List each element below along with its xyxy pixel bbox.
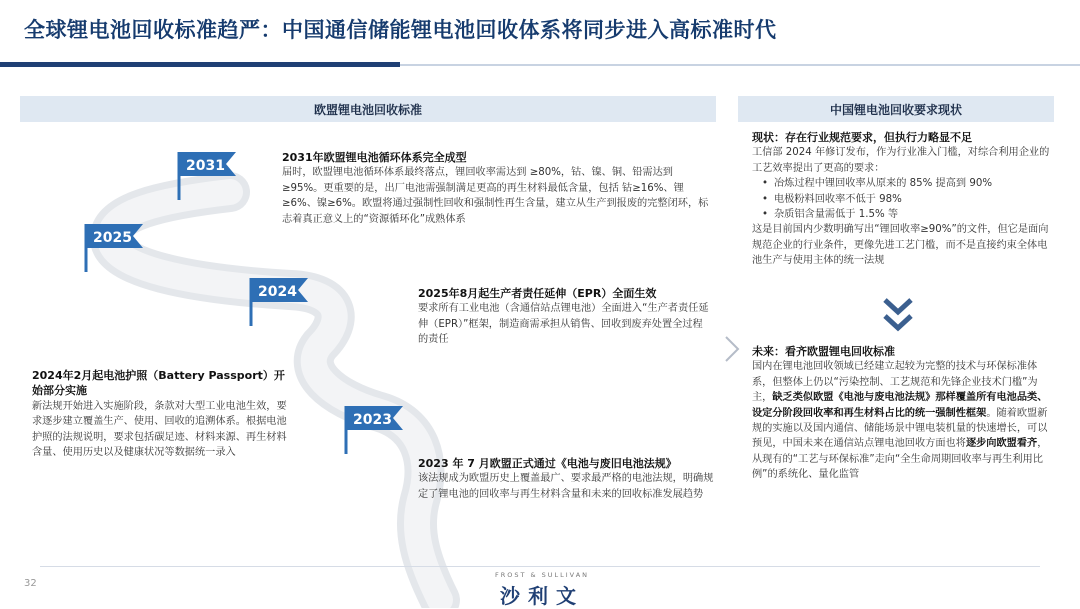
eu-2031-heading: 2031年欧盟锂电池循环体系完全成型 (282, 151, 467, 164)
cn-status-heading: 现状：存在行业规范要求，但执行力略显不足 (752, 131, 972, 144)
eu-2025-heading: 2025年8月起生产者责任延伸（EPR）全面生效 (418, 287, 657, 300)
eu-2031-block (282, 150, 712, 227)
cn-status-intro: 工信部 2024 年修订发布，作为行业准入门槛，对综合利用企业的工艺效率提出了更高的要求： (752, 147, 1050, 174)
eu-2024-block (32, 368, 294, 460)
cn-status-block (752, 130, 1050, 269)
double-chevron-down-icon (881, 296, 915, 334)
eu-2024-body: 新法规开始进入实施阶段，条款对大型工业电池生效，要求逐步建立覆盖生产、使用、回收的追溯体系。根据电池护照的法规说明，要求包括碳足迹、材料来源、再生材料含量、使用历史以及健康状况等数据统一录入 (32, 400, 287, 459)
list-item: • 冶炼过程中锂回收率从原来的 85% 提高到 90% (762, 176, 1050, 191)
cn-section-header: 中国锂电池回收要求现状 (738, 96, 1054, 122)
flag-2024 (251, 278, 308, 326)
list-item: • 电极粉料回收率不低于 98% (762, 192, 1050, 207)
eu-2023-block (418, 456, 716, 502)
footer-divider (40, 566, 1040, 567)
eu-2023-heading: 2023 年 7 月欧盟正式通过《电池与废旧电池法规》 (418, 457, 677, 470)
flag-2023 (346, 406, 403, 454)
logo-english: FROST & SULLIVAN (494, 571, 590, 579)
flag-2024-label: 2024 (258, 284, 297, 300)
page-title: 全球锂电池回收标准趋严：中国通信储能锂电池回收体系将同步进入高标准时代 (24, 18, 777, 42)
cn-future-body: 国内在锂电池回收领域已经建立起较为完整的技术与环保标准体系，但整体上仍以“污染控制、工艺规范和先锋企业技术门槛”为主，缺乏类似欧盟《电池与废电池法规》那样覆盖所有电池品类、设定分阶段回收率和再生材料占比的统一强制性框架。随着欧盟新规的实施以及国内通信、储能场景中锂电装机量的快速增长，可以预见，中国未来在通信站点锂电池回收方面也将逐步向欧盟看齐，从现有的“工艺与环保标准”走向“全生命周期回收率与再生利用比例”的系统化、量化监管 (752, 361, 1048, 481)
eu-2023-body: 该法规成为欧盟历史上覆盖最广、要求最严格的电池法规，明确规定了锂电池的回收率与再生材料含量和未来的回收标准发展趋势 (418, 473, 714, 500)
logo-chinese: 沙利文 (500, 584, 584, 608)
cn-future-heading: 未来：看齐欧盟锂电回收标准 (752, 345, 895, 358)
list-item: • 杂质铝含量需低于 1.5% 等 (762, 207, 1050, 222)
eu-2031-body: 届时，欧盟锂电池循环体系最终落点，锂回收率需达到 ≥80%，钴、镍、铜、铅需达到 ≥95%。更重要的是，出厂电池需强制满足更高的再生材料最低含量，包括 钴≥16%、锂≥6%、镍≥6%。欧盟将通过强制性回收和强制性再生含量，建立从生产到报废的完整闭环，标志着真正意义上的“资源循环化”成熟体系 (282, 167, 709, 225)
page-number: 32 (24, 578, 37, 589)
flag-2031-label: 2031 (186, 158, 225, 174)
cn-future-block (752, 344, 1050, 483)
eu-section-header: 欧盟锂电池回收标准 (20, 96, 716, 122)
eu-2025-block (418, 286, 710, 348)
flag-2025-label: 2025 (93, 230, 132, 246)
eu-2024-heading: 2024年2月起电池护照（Battery Passport）开始部分实施 (32, 369, 285, 398)
chevron-right-icon (720, 334, 744, 364)
eu-2025-body: 要求所有工业电池（含通信站点锂电池）全面进入“生产者责任延伸（EPR）”框架，制造商需承担从销售、回收到废弃处置全过程的责任 (418, 303, 709, 346)
flag-2023-label: 2023 (353, 412, 392, 428)
cn-status-bullets (752, 176, 1050, 222)
cn-status-outro: 这是目前国内少数明确写出“锂回收率≥90%”的文件，但它是面向规范企业的行业条件，更像先进工艺门槛，而不是直接约束全体电池生产与使用主体的统一法规 (752, 224, 1049, 267)
